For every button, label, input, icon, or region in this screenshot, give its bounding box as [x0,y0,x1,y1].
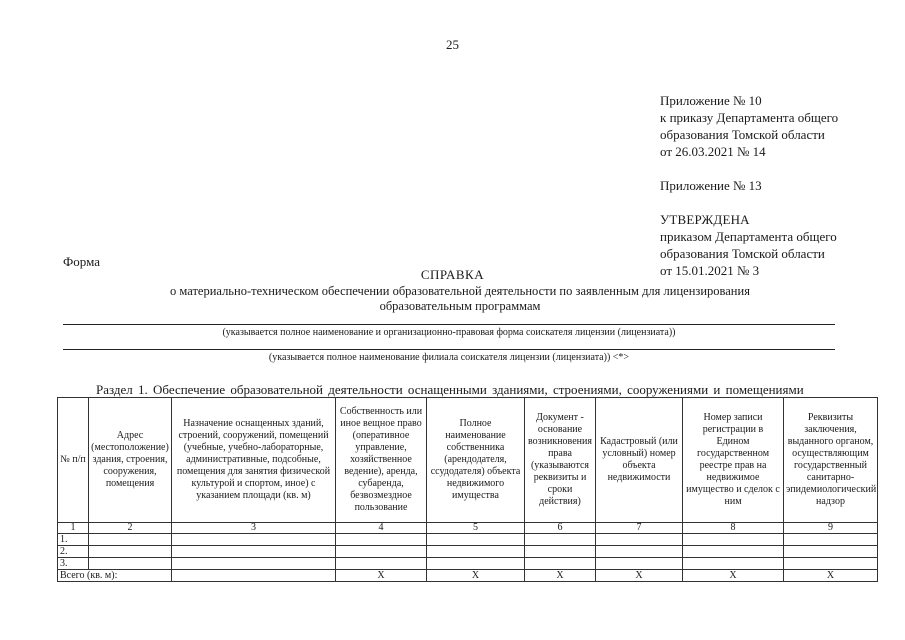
form-label: Форма [63,254,100,269]
table-header-row [58,398,878,523]
table-cell: 2. [58,546,89,558]
approved-title: УТВЕРЖДЕНА [660,212,750,227]
table-cell [683,546,784,558]
appendix-line: Приложение № 13 [660,178,762,193]
facilities-table [57,397,878,582]
col-number: 9 [784,523,878,534]
approved-line: от 15.01.2021 № 3 [660,263,760,278]
appendix-block [660,92,895,279]
table-cell [427,546,525,558]
fill-line-branch [63,349,835,350]
table-cell: X [596,570,683,582]
table-cell [683,534,784,546]
col-header: Назначение оснащенных зданий, строений, сооружений, помещений (учебные, учебно-лабораторные, административные, подсобные, помещения для занятия физической культурой и спортом, иное) с указанием площади (кв. м) [172,398,336,523]
table-cell [172,534,336,546]
total-label: Всего (кв. м): [58,570,172,582]
appendix-line: Приложение № 10 [660,93,762,108]
table-cell [784,534,878,546]
col-header: Документ - основание возникновения права (указываются реквизиты и сроки действия) [525,398,596,523]
col-header: Реквизиты заключения, выданного органом, осуществляющим государственный санитарно-эпидемиологический надзор [784,398,878,523]
table-cell [89,558,172,570]
appendix-line: от 26.03.2021 № 14 [660,144,766,159]
table-cell [596,558,683,570]
col-number: 5 [427,523,525,534]
table-cell [89,534,172,546]
approved-line: образования Томской области [660,246,825,261]
table-row [58,546,878,558]
table-cell [172,546,336,558]
table-cell [596,534,683,546]
document-title: СПРАВКА [420,267,485,282]
table-row [58,558,878,570]
table-cell [596,546,683,558]
table-cell [172,558,336,570]
table-cell [683,558,784,570]
table-cell: X [336,570,427,582]
table-cell: X [784,570,878,582]
appendix-line: образования Томской области [660,127,825,142]
col-header: Номер записи регистрации в Едином государственном реестре прав на недвижимое имущество и сделок с ним [683,398,784,523]
col-number: 4 [336,523,427,534]
table-cell [525,546,596,558]
col-header: Полное наименование собственника (арендодателя, ссудодателя) объекта недвижимого имущества [427,398,525,523]
document-subtitle: о материально-техническом обеспечении образовательной деятельности по заявленным для лицензирования образовательным программам [170,284,750,313]
col-number: 6 [525,523,596,534]
fill-line-organization [63,324,835,325]
section-title: Раздел 1. Обеспечение образовательной деятельности оснащенными зданиями, строениями, сооружениями и помещениями [96,382,804,397]
col-number: 8 [683,523,784,534]
table-cell [784,558,878,570]
appendix-line: к приказу Департамента общего [660,110,839,125]
table-cell [525,534,596,546]
col-header: Адрес (местоположение) здания, строения, сооружения, помещения [89,398,172,523]
column-number-row [58,523,878,534]
table-cell: 1. [58,534,89,546]
table-cell [336,534,427,546]
table-total-row [58,570,878,582]
table-cell: 3. [58,558,89,570]
table-cell [784,546,878,558]
col-header: Кадастровый (или условный) номер объекта недвижимости [596,398,683,523]
table-cell [427,534,525,546]
table-row [58,534,878,546]
table-cell: X [525,570,596,582]
col-number: 3 [172,523,336,534]
col-number: 2 [89,523,172,534]
hint-organization: (указывается полное наименование и организационно-правовая форма соискателя лицензии (лицензиата)) [222,327,676,338]
col-header: Собственность или иное вещное право (оперативное управление, хозяйственное ведение), аренда, субаренда, безвозмездное пользование [336,398,427,523]
col-number: 7 [596,523,683,534]
table-cell: X [683,570,784,582]
table-cell [427,558,525,570]
table-cell [336,546,427,558]
page-number: 25 [446,37,459,52]
table-cell [525,558,596,570]
hint-branch: (указывается полное наименование филиала соискателя лицензии (лицензиата)) <*> [268,352,630,363]
col-number: 1 [58,523,89,534]
table-cell: X [427,570,525,582]
table-cell [336,558,427,570]
col-header: № п/п [58,398,89,523]
approved-line: приказом Департамента общего [660,229,837,244]
table-cell [89,546,172,558]
table-cell [172,570,336,582]
